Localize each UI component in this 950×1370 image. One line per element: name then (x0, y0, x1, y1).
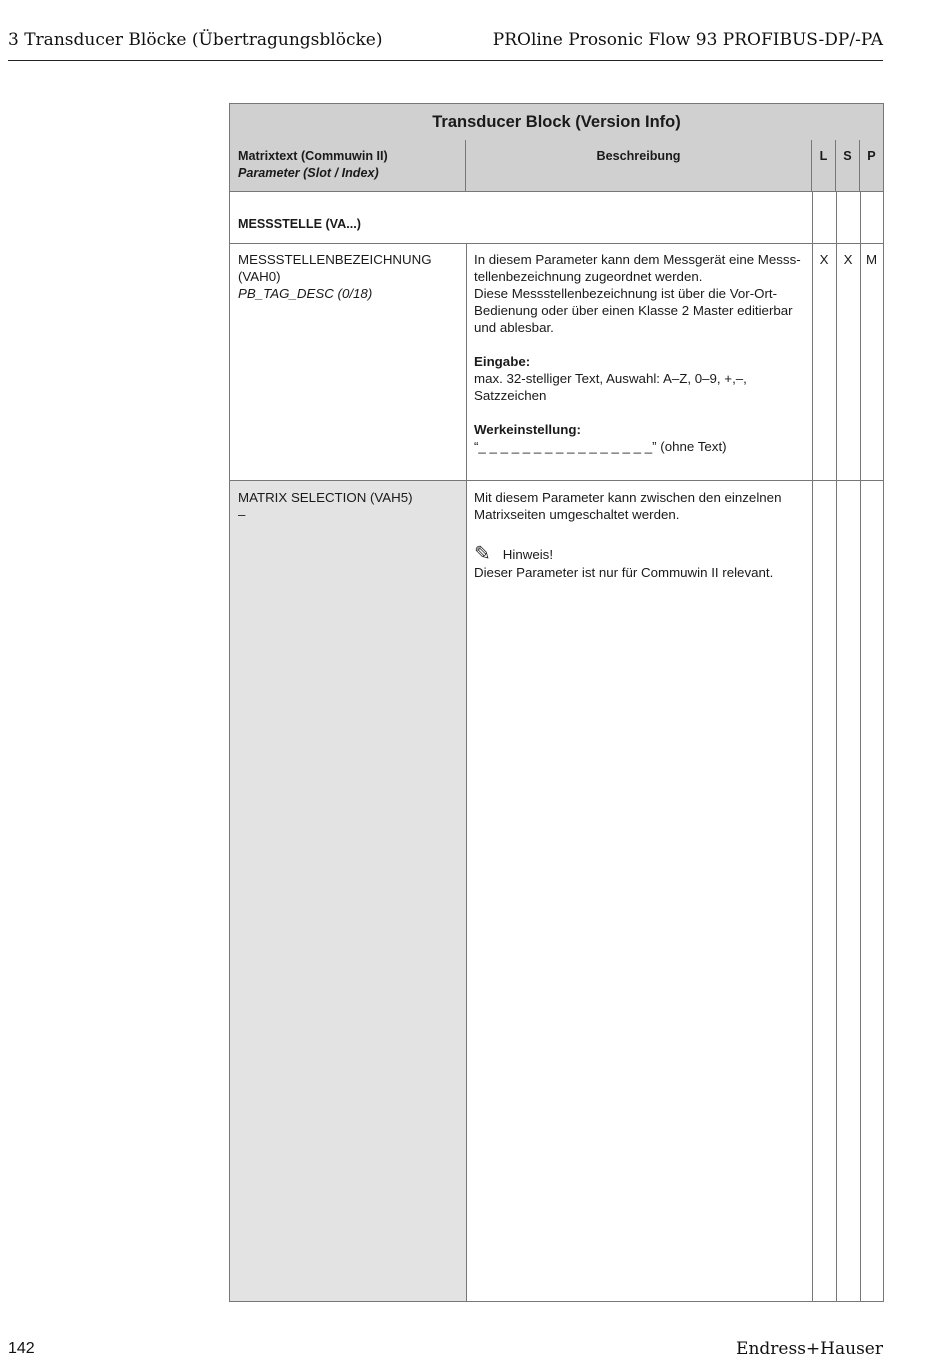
row2-desc-line1: Mit diesem Parameter kann zwischen den einzelnen (474, 490, 782, 505)
row1-s-mark: X (843, 252, 853, 267)
table-title: Transducer Block (Version Info) (230, 104, 883, 140)
row1-input-label: Eingabe: (474, 354, 531, 369)
brand-name: Endress+Hauser (736, 1339, 883, 1359)
row1-desc-line1: In diesem Parameter kann dem Messgerät eine Messs- (474, 252, 801, 267)
column-divider-p (860, 192, 861, 1301)
row1-l-mark: X (819, 252, 829, 267)
row1-name-line2: (VAH0) (238, 269, 281, 284)
header-p: P (867, 149, 876, 163)
table-header-row (230, 140, 883, 192)
header-divider (8, 60, 883, 61)
header-s: S (836, 140, 860, 192)
row1-description (466, 251, 812, 455)
header-matrixtext-line1: Matrixtext (Commuwin II) (238, 149, 388, 163)
row2-description (466, 489, 812, 581)
column-divider-s (836, 192, 837, 1301)
row1-matrixtext (230, 251, 466, 302)
row2-matrixtext (230, 489, 466, 523)
row2-note-label: Hinweis! (502, 546, 554, 562)
running-header-product: PROline Prosonic Flow 93 PROFIBUS-DP/-PA (492, 30, 883, 50)
row2-shaded-cell (230, 481, 466, 1301)
header-l: L (812, 140, 836, 192)
row1-p-mark: M (865, 252, 878, 267)
row2-name-line1: MATRIX SELECTION (VAH5) (238, 490, 413, 505)
row2-note-text: Dieser Parameter ist nur für Commuwin II relevant. (474, 565, 774, 580)
header-beschreibung: Beschreibung (466, 140, 812, 192)
row2-desc-line2: Matrixseiten umgeschaltet werden. (474, 507, 680, 522)
row1-desc-line4: Bedienung oder über einen Klasse 2 Master editierbar (474, 303, 793, 318)
row1-default-label: Werkeinstellung: (474, 422, 581, 437)
row1-input-line2: Satzzeichen (474, 388, 547, 403)
header-matrixtext (230, 140, 466, 192)
row2-parameter: – (238, 507, 246, 522)
row2-note (474, 544, 804, 564)
row1-parameter: PB_TAG_DESC (0/18) (238, 286, 373, 301)
row-divider-group (230, 243, 883, 244)
row1-desc-line3: Diese Messstellenbezeichnung ist über die Vor-Ort- (474, 286, 778, 301)
row-divider-row1 (230, 480, 883, 481)
header-parameter-line: Parameter (Slot / Index) (238, 166, 379, 180)
running-header-chapter: 3 Transducer Blöcke (Übertragungsblöcke) (8, 30, 383, 50)
row1-desc-line2: tellenbezeichnung zugeordnet werden. (474, 269, 703, 284)
row1-name-line1: MESSSTELLENBEZEICHNUNG (238, 252, 432, 267)
row1-desc-line5: und ablesbar. (474, 320, 554, 335)
row1-default-value: “_ _ _ _ _ _ _ _ _ _ _ _ _ _ _ _” (ohne Text) (474, 439, 727, 454)
transducer-block-table (229, 103, 884, 1302)
row1-input-line1: max. 32-stelliger Text, Auswahl: A–Z, 0–9, +,–, (474, 371, 747, 386)
column-divider-l (812, 192, 813, 1301)
pencil-note-icon: ✎ (474, 543, 491, 565)
page-number: 142 (8, 1340, 35, 1357)
group-label: MESSSTELLE (VA...) (238, 217, 361, 231)
